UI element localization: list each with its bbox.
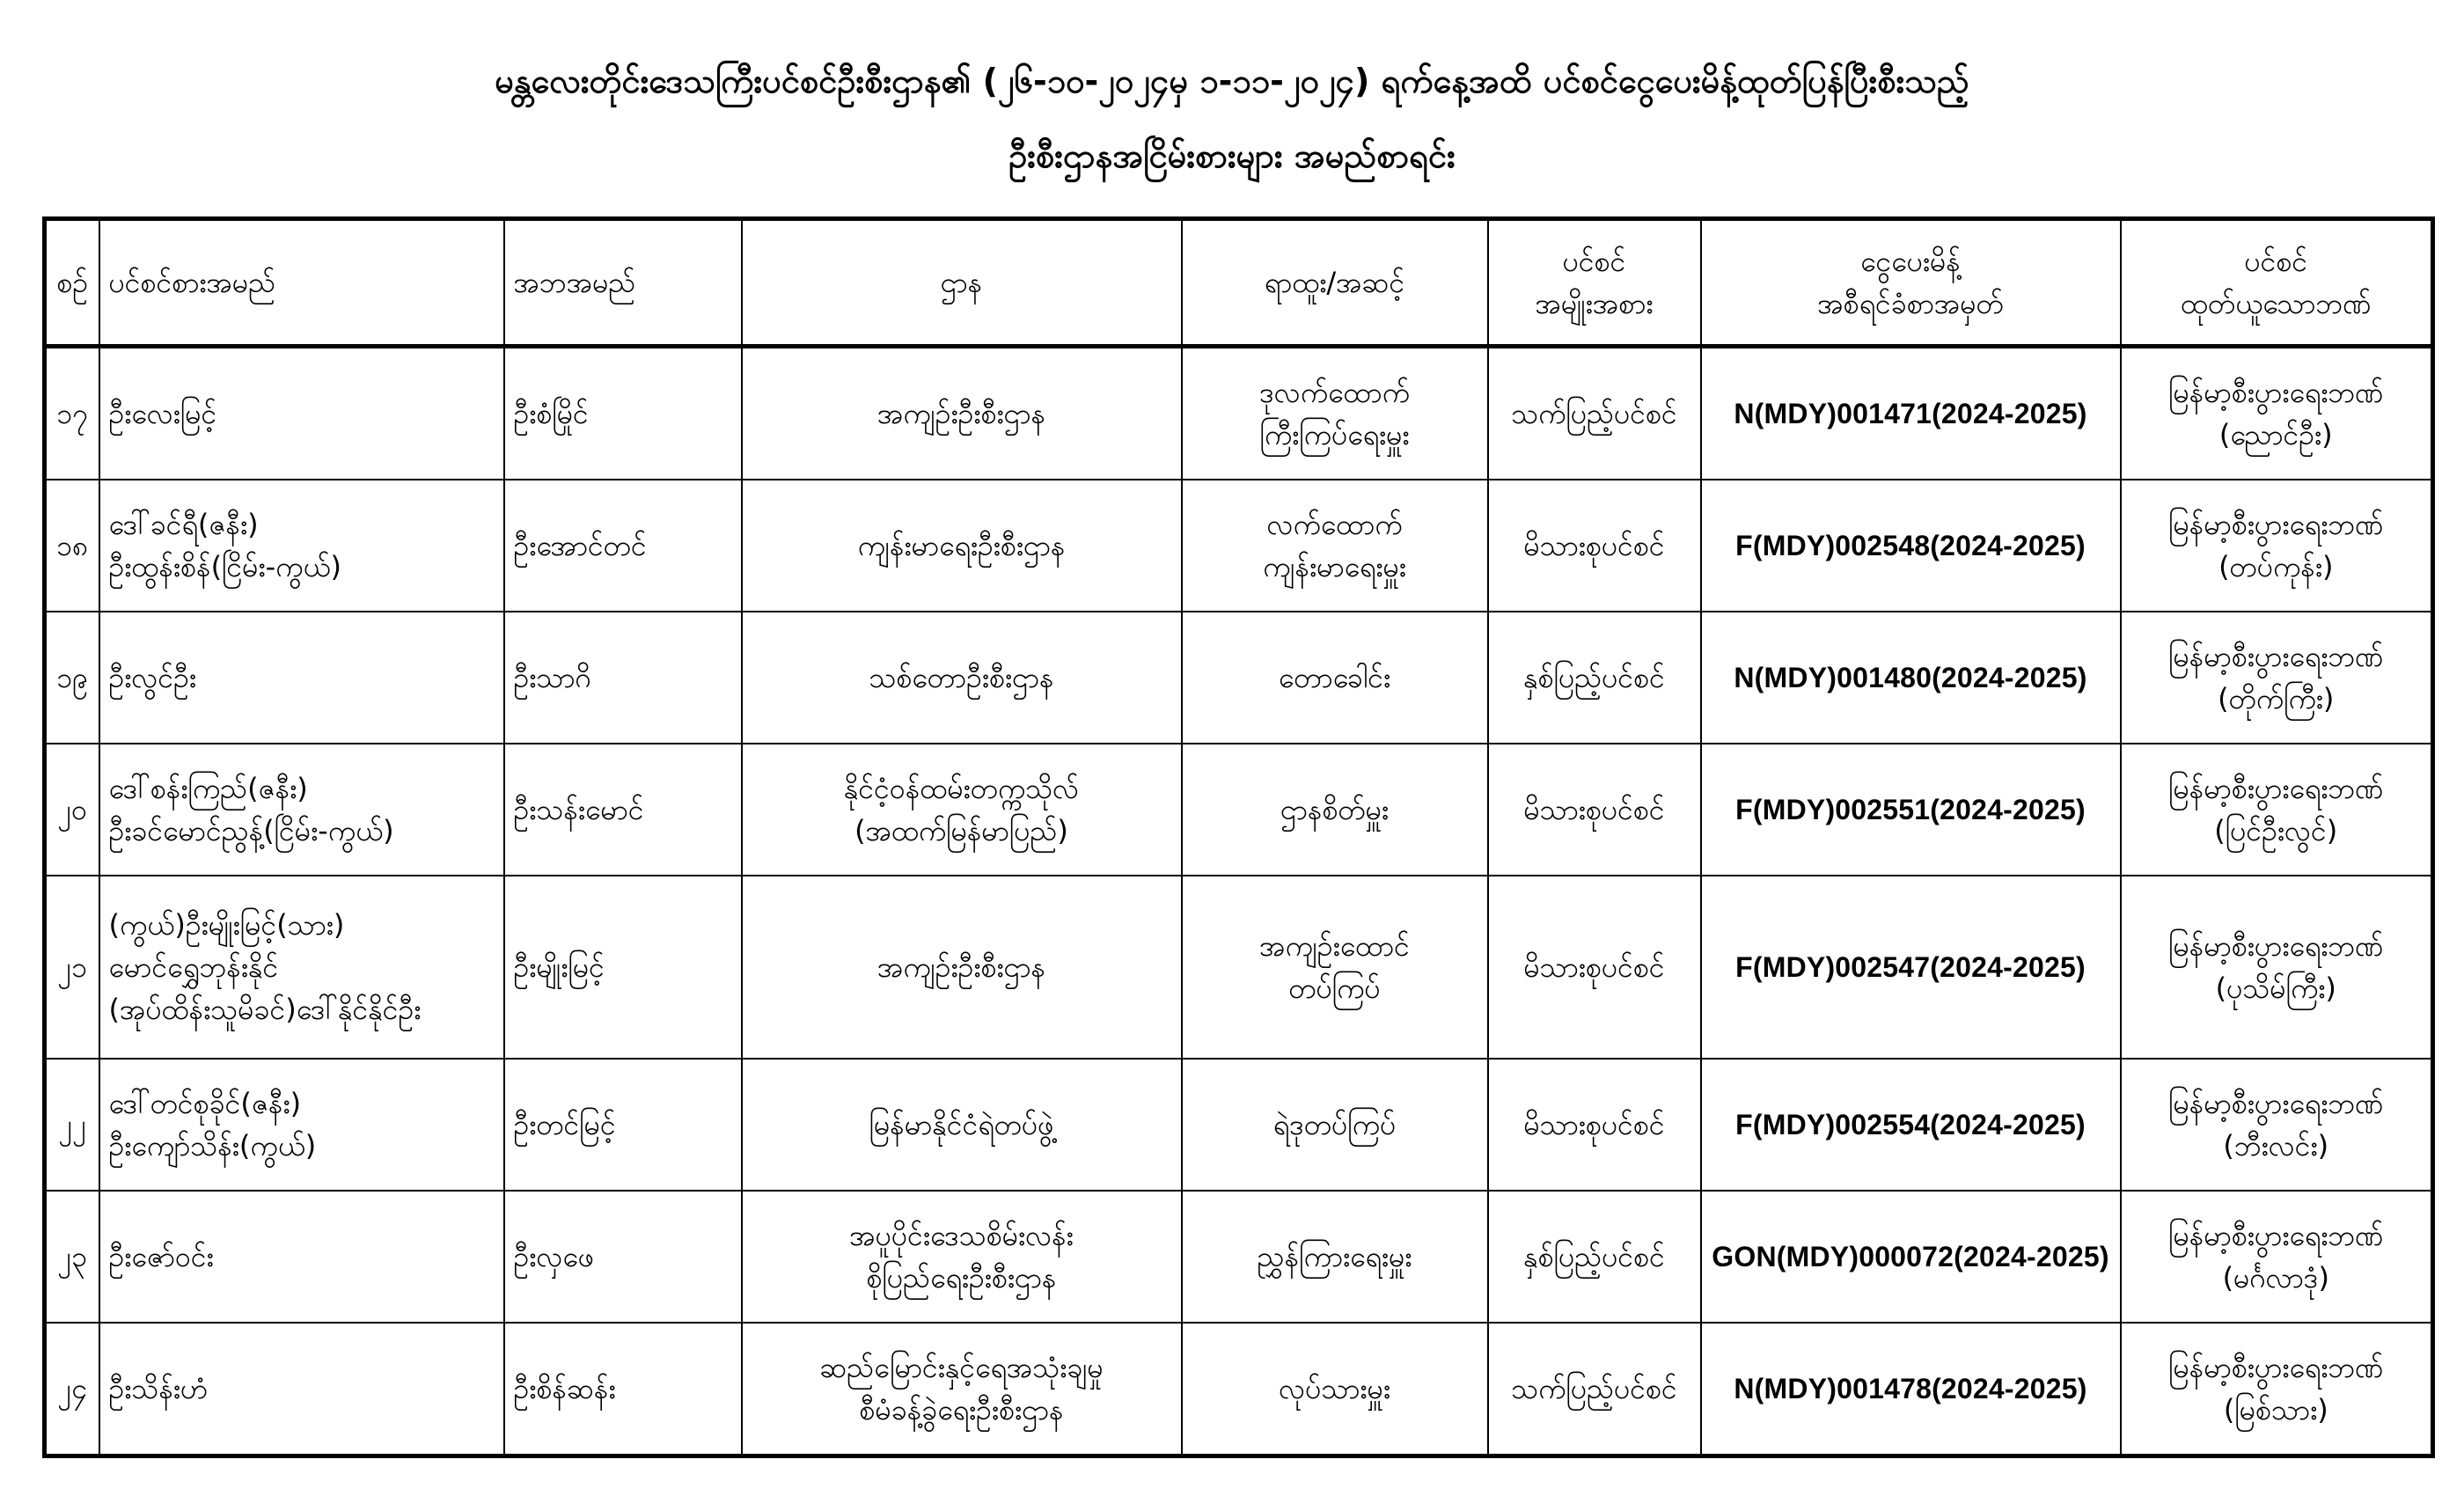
- cell-rank: [1182, 480, 1488, 612]
- header-pensioner-name: ပင်စင်စားအမည်: [99, 219, 504, 347]
- cell-bank: [2121, 744, 2433, 876]
- cell-rank-text: လုပ်သားမှူး: [1279, 1372, 1390, 1405]
- cell-father-name: [504, 347, 742, 480]
- cell-bank-text: (ပုသိမ်ကြီး): [2215, 972, 2336, 1005]
- document-title-line-2: ဦးစီးဌာနအငြိမ်းစားများ အမည်စာရင်း: [1008, 136, 1456, 175]
- cell-father-name: [504, 612, 742, 744]
- cell-father-name-text: ဦးတင်မြင့်: [513, 1108, 616, 1141]
- cell-rank-text: အကျဉ်းထောင်: [1259, 929, 1410, 963]
- cell-no: [45, 1059, 99, 1191]
- cell-bank-text: (ပြင်ဦးလွင်): [2214, 814, 2338, 847]
- cell-payment-order-no-text: F(MDY)002548(2024-2025): [1735, 530, 2086, 561]
- cell-pensioner-name: [99, 347, 504, 480]
- cell-father-name-text: ဦးသာဂိ: [513, 661, 591, 694]
- table-row: [45, 876, 2433, 1059]
- table-row: [45, 744, 2433, 876]
- cell-pension-type: [1488, 480, 1701, 612]
- cell-bank: [2121, 347, 2433, 480]
- cell-pension-type: [1488, 1059, 1701, 1191]
- cell-no-text: ၁၉: [56, 661, 89, 694]
- cell-rank: [1182, 347, 1488, 480]
- cell-rank-text: ရဲဒုတပ်ကြပ်: [1272, 1108, 1397, 1141]
- table-row: [45, 1191, 2433, 1323]
- cell-pensioner-name: [99, 1323, 504, 1456]
- cell-pension-type-text: မိသားစုပင်စင်: [1523, 793, 1665, 826]
- cell-bank-text: မြန်မာ့စီးပွားရေးဘဏ်: [2168, 376, 2384, 409]
- cell-father-name-text: ဦးစိန်ဆန်း: [513, 1372, 616, 1405]
- cell-pension-type: [1488, 1323, 1701, 1456]
- cell-pension-type-text: နှစ်ပြည့်ပင်စင်: [1523, 661, 1665, 694]
- cell-bank-text: မြန်မာ့စီးပွားရေးဘဏ်: [2168, 1351, 2384, 1384]
- cell-bank-text: မြန်မာ့စီးပွားရေးဘဏ်: [2168, 772, 2384, 805]
- cell-no-text: ၂၄: [57, 1372, 88, 1405]
- cell-pensioner-name-text: မောင်ရွှေဘုန်းနိုင်: [108, 950, 279, 984]
- cell-pension-type: [1488, 612, 1701, 744]
- cell-rank-text: တပ်ကြပ်: [1288, 972, 1381, 1005]
- cell-department-text: ကျန်းမာရေးဦးစီးဌာန: [857, 529, 1066, 562]
- cell-bank-text: (ဘီးလင်း): [2223, 1129, 2329, 1162]
- cell-pensioner-name: [99, 1191, 504, 1323]
- cell-department-text: သစ်တောဦးစီးဌာန: [869, 661, 1054, 694]
- cell-father-name-text: ဦးစံမြိုင်: [513, 397, 589, 430]
- cell-father-name-text: ဦးမျိုးမြင့်: [513, 950, 605, 984]
- cell-no-text: ၂၁: [57, 950, 88, 984]
- cell-pension-type-text: မိသားစုပင်စင်: [1523, 1108, 1665, 1141]
- cell-bank-text: (ညောင်ဦး): [2218, 418, 2333, 451]
- cell-pension-type: [1488, 347, 1701, 480]
- cell-no: [45, 612, 99, 744]
- cell-rank: [1182, 612, 1488, 744]
- header-department: ဌာန: [742, 219, 1182, 347]
- cell-payment-order-no: [1701, 612, 2121, 744]
- cell-bank: [2121, 480, 2433, 612]
- table-row: [45, 347, 2433, 480]
- cell-pensioner-name-text: (အုပ်ထိန်းသူမိခင်)ဒေါ်နိုင်နိုင်ဦး: [108, 993, 422, 1026]
- cell-father-name-text: ဦးသန်းမောင်: [513, 793, 644, 826]
- cell-pension-type: [1488, 1191, 1701, 1323]
- cell-payment-order-no-text: F(MDY)002547(2024-2025): [1735, 951, 2086, 983]
- cell-no-text: ၂၀: [57, 793, 88, 826]
- cell-pension-type-text: မိသားစုပင်စင်: [1523, 529, 1665, 562]
- cell-rank-text: တောခေါင်း: [1278, 661, 1391, 694]
- header-no: စဉ်: [45, 219, 99, 347]
- header-payment-order: ငွေပေးမိန့် အစီရင်ခံစာအမှတ်: [1701, 219, 2121, 347]
- cell-bank: [2121, 1323, 2433, 1456]
- cell-bank-text: (မင်္ဂလာဒုံ): [2222, 1261, 2329, 1294]
- cell-department-text: ဆည်မြောင်းနှင့်ရေအသုံးချမှု: [819, 1351, 1104, 1384]
- cell-pension-type-text: သက်ပြည့်ပင်စင်: [1511, 397, 1677, 430]
- cell-payment-order-no-text: N(MDY)001480(2024-2025): [1734, 662, 2087, 693]
- cell-pensioner-name-text: ဦးသိန်းဟံ: [108, 1372, 209, 1405]
- cell-pension-type: [1488, 876, 1701, 1059]
- cell-pensioner-name-text: ဦးထွန်းစိန်(ငြိမ်း-ကွယ်): [108, 550, 341, 583]
- cell-rank: [1182, 1191, 1488, 1323]
- cell-father-name: [504, 744, 742, 876]
- cell-payment-order-no: [1701, 744, 2121, 876]
- cell-payment-order-no-text: F(MDY)002554(2024-2025): [1735, 1109, 2086, 1140]
- header-rank: ရာထူး/အဆင့်: [1182, 219, 1488, 347]
- cell-pensioner-name-text: ဦးကျော်သိန်း(ကွယ်): [108, 1129, 317, 1162]
- cell-father-name: [504, 480, 742, 612]
- cell-department-text: အကျဉ်းဦးစီးဌာန: [876, 950, 1046, 984]
- cell-bank: [2121, 1191, 2433, 1323]
- table-row: [45, 1059, 2433, 1191]
- header-father-name: အဘအမည်: [504, 219, 742, 347]
- cell-pension-type-text: နှစ်ပြည့်ပင်စင်: [1523, 1240, 1665, 1273]
- cell-father-name: [504, 1059, 742, 1191]
- cell-pensioner-name-text: ဒေါ်တင်စုခိုင်(ဇနီး): [108, 1087, 302, 1120]
- cell-pensioner-name-text: ဒေါ်စန်းကြည်(ဇနီး): [108, 772, 308, 805]
- cell-payment-order-no: [1701, 480, 2121, 612]
- cell-pensioner-name: [99, 876, 504, 1059]
- cell-pensioner-name-text: ဦးခင်မောင်ညွန့်(ငြိမ်း-ကွယ်): [108, 814, 394, 847]
- cell-father-name: [504, 876, 742, 1059]
- cell-rank-text: ညွှန်ကြားရေးမှူး: [1257, 1240, 1412, 1273]
- cell-department: [742, 612, 1182, 744]
- cell-no-text: ၁၇: [56, 397, 89, 430]
- cell-department-text: နိုင်ငံ့ဝန်ထမ်းတက္ကသိုလ်: [843, 772, 1080, 805]
- cell-rank-text: လက်ထောက်: [1266, 508, 1403, 541]
- cell-department: [742, 744, 1182, 876]
- cell-payment-order-no-text: F(MDY)002551(2024-2025): [1735, 794, 2086, 825]
- cell-department-text: အကျဉ်းဦးစီးဌာန: [876, 397, 1046, 430]
- cell-payment-order-no-text: GON(MDY)000072(2024-2025): [1712, 1241, 2109, 1272]
- cell-rank-text: ဌာနစိတ်မှူး: [1280, 793, 1390, 826]
- table-row: [45, 1323, 2433, 1456]
- cell-rank: [1182, 876, 1488, 1059]
- cell-department: [742, 1191, 1182, 1323]
- cell-pensioner-name-text: (ကွယ်)ဦးမျိုးမြင့်(သား): [108, 908, 345, 942]
- cell-no: [45, 480, 99, 612]
- cell-payment-order-no: [1701, 347, 2121, 480]
- cell-department: [742, 347, 1182, 480]
- cell-bank-text: (မြစ်သား): [2223, 1393, 2328, 1426]
- cell-department: [742, 1059, 1182, 1191]
- table-row: [45, 612, 2433, 744]
- cell-no-text: ၂၂: [58, 1108, 86, 1141]
- cell-department-text: အပူပိုင်းဒေသစိမ်းလန်း: [849, 1219, 1074, 1252]
- header-bank: ပင်စင် ထုတ်ယူသောဘဏ်: [2121, 219, 2433, 347]
- cell-father-name: [504, 1191, 742, 1323]
- cell-department-text: စီမံခန့်ခွဲရေးဦးစီးဌာန: [859, 1393, 1064, 1426]
- cell-pensioner-name-text: ဦးလေးမြင့်: [108, 397, 217, 430]
- cell-payment-order-no: [1701, 1191, 2121, 1323]
- cell-department: [742, 480, 1182, 612]
- cell-pensioner-name-text: ဦးလွင်ဦး: [108, 661, 196, 694]
- cell-no: [45, 1191, 99, 1323]
- cell-department: [742, 1323, 1182, 1456]
- cell-department-text: (အထက်မြန်မာပြည်): [854, 814, 1068, 847]
- document-title-line-1: မန္တလေးတိုင်းဒေသကြီးပင်စင်ဦးစီးဌာန၏ (၂၆-၁၀-၂၀၂၄မှ ၁-၁၁-၂၀၂၄) ရက်နေ့အထိ ပင်စင်ငွေပေးမိန့်ထုတ်ပြန်ပြီးစီးသည့်: [495, 62, 1969, 100]
- cell-rank-text: ဒုလက်ထောက်: [1259, 376, 1410, 409]
- cell-no-text: ၁၈: [56, 529, 89, 562]
- cell-no: [45, 347, 99, 480]
- cell-pension-type-text: သက်ပြည့်ပင်စင်: [1511, 1372, 1677, 1405]
- cell-pensioner-name: [99, 612, 504, 744]
- cell-pensioner-name: [99, 480, 504, 612]
- cell-department-text: မြန်မာနိုင်ငံရဲတပ်ဖွဲ့: [869, 1108, 1054, 1141]
- cell-bank-text: (တပ်ကုန်း): [2218, 550, 2334, 583]
- cell-bank-text: (တိုက်ကြီး): [2218, 682, 2335, 715]
- cell-payment-order-no: [1701, 1059, 2121, 1191]
- cell-father-name: [504, 1323, 742, 1456]
- cell-rank: [1182, 1323, 1488, 1456]
- cell-payment-order-no-text: N(MDY)001478(2024-2025): [1734, 1373, 2087, 1404]
- cell-pensioner-name: [99, 1059, 504, 1191]
- cell-bank: [2121, 612, 2433, 744]
- cell-pension-type: [1488, 744, 1701, 876]
- cell-rank-text: ကြီးကြပ်ရေးမှူး: [1259, 418, 1410, 451]
- cell-bank: [2121, 876, 2433, 1059]
- pensioner-table: [42, 216, 2435, 1458]
- cell-father-name-text: ဦးလှဖေ: [513, 1240, 595, 1273]
- cell-rank: [1182, 1059, 1488, 1191]
- cell-rank-text: ကျန်းမာရေးမှူး: [1263, 550, 1406, 583]
- cell-department-text: စိုပြည်ရေးဦးစီးဌာန: [866, 1261, 1057, 1294]
- cell-no: [45, 1323, 99, 1456]
- cell-bank: [2121, 1059, 2433, 1191]
- cell-payment-order-no: [1701, 876, 2121, 1059]
- cell-bank-text: မြန်မာ့စီးပွားရေးဘဏ်: [2168, 640, 2384, 673]
- table-row: [45, 480, 2433, 612]
- header-row: [45, 219, 2433, 347]
- cell-no: [45, 876, 99, 1059]
- cell-pensioner-name: [99, 744, 504, 876]
- cell-father-name-text: ဦးအောင်တင်: [513, 529, 647, 562]
- table-body: [45, 347, 2433, 1456]
- cell-bank-text: မြန်မာ့စီးပွားရေးဘဏ်: [2168, 929, 2384, 963]
- cell-no: [45, 744, 99, 876]
- cell-rank: [1182, 744, 1488, 876]
- cell-department: [742, 876, 1182, 1059]
- cell-no-text: ၂၃: [57, 1240, 88, 1273]
- cell-pensioner-name-text: ဒေါ်ခင်ရီ(ဇနီး): [108, 508, 259, 541]
- header-pension-type: ပင်စင် အမျိုးအစား: [1488, 219, 1701, 347]
- cell-bank-text: မြန်မာ့စီးပွားရေးဘဏ်: [2168, 1219, 2384, 1252]
- cell-payment-order-no: [1701, 1323, 2121, 1456]
- cell-bank-text: မြန်မာ့စီးပွားရေးဘဏ်: [2168, 508, 2384, 541]
- cell-bank-text: မြန်မာ့စီးပွားရေးဘဏ်: [2168, 1087, 2384, 1120]
- cell-payment-order-no-text: N(MDY)001471(2024-2025): [1734, 398, 2087, 429]
- cell-pension-type-text: မိသားစုပင်စင်: [1523, 950, 1665, 984]
- cell-pensioner-name-text: ဦးဇော်ဝင်း: [108, 1240, 214, 1273]
